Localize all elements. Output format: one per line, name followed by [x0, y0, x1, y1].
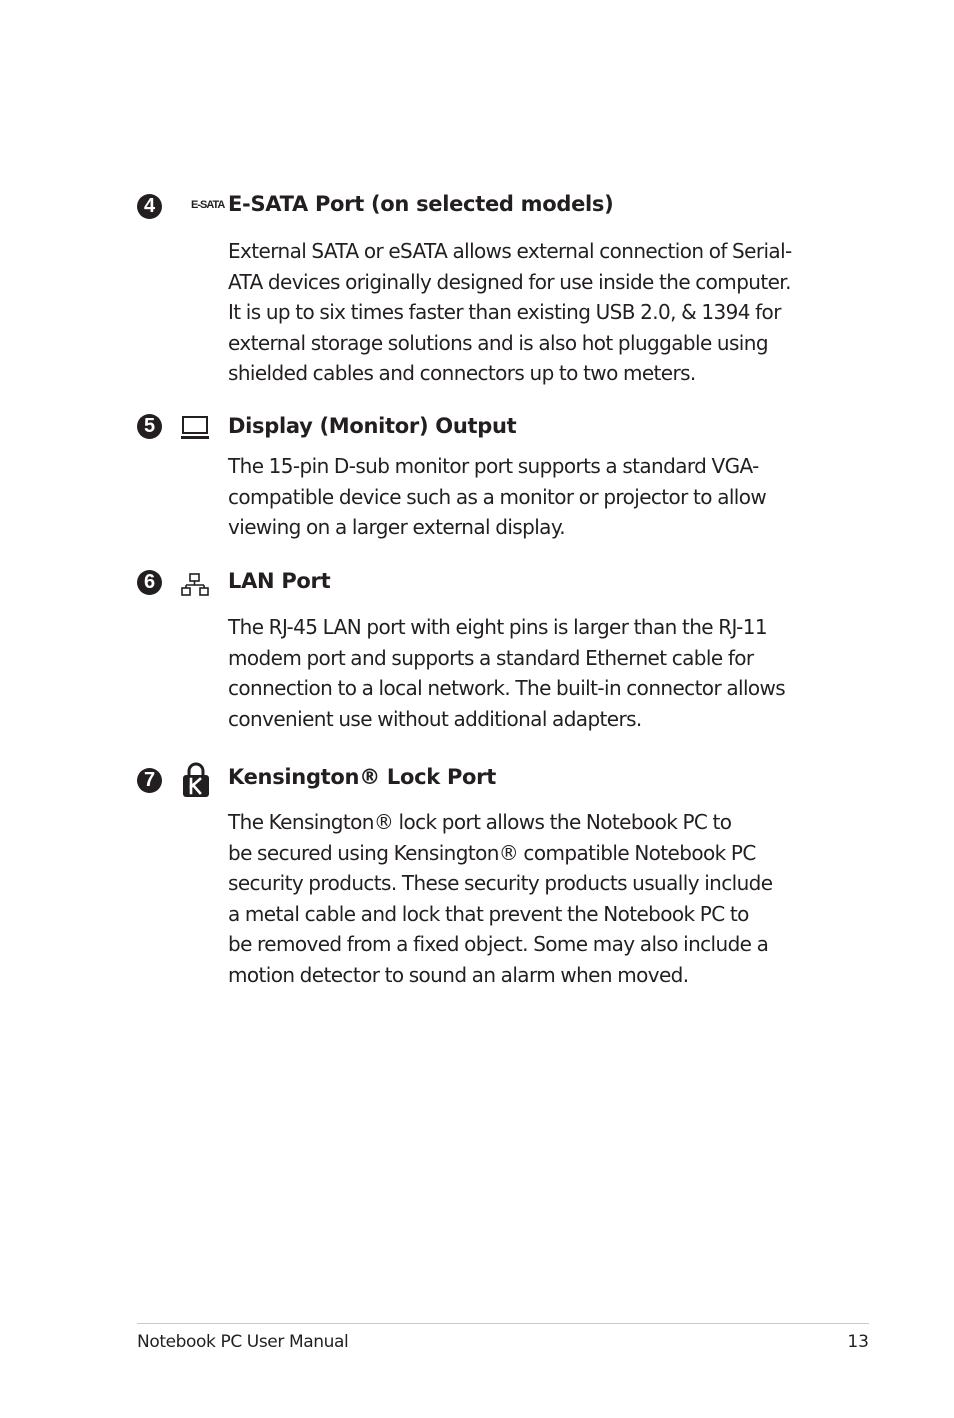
esata-port-title: E-SATA Port (on selected models): [228, 192, 614, 216]
callout-number-5: 5: [137, 414, 162, 439]
page-number: 13: [847, 1332, 869, 1352]
callout-number-4: 4: [137, 194, 162, 219]
display-output-description: The 15-pin D-sub monitor port supports a standard VGA- compatible device such as a monitor or projector to allow viewing on a larger external display.: [228, 454, 767, 539]
kensington-lock-title: Kensington® Lock Port: [228, 765, 496, 789]
footer-divider: [137, 1323, 869, 1324]
esata-icon: E-SATA: [191, 199, 225, 211]
monitor-icon: [180, 415, 210, 441]
kensington-lock-icon: [180, 761, 212, 799]
lan-port-title: LAN Port: [228, 569, 331, 593]
callout-number-7: 7: [137, 768, 162, 793]
kensington-lock-description: The Kensington® lock port allows the Notebook PC to be secured using Kensington® compatible Notebook PC security products. These security products usually include a metal cable and lock that prevent the Notebook PC to be removed from a fixed object. Some may also include a motion detector to sound an alarm when moved.: [228, 810, 773, 987]
lan-port-description: The RJ-45 LAN port with eight pins is larger than the RJ-11 modem port and supports a standard Ethernet cable for connection to a local network. The built-in connector allows convenient use without additional adapters.: [228, 615, 786, 731]
esata-port-description: External SATA or eSATA allows external connection of Serial- ATA devices originally designed for use inside the computer. It is up to six times faster than existing USB 2.0, & 1394 for external storage solutions and is also hot pluggable using shielded cables and connectors up to two meters.: [228, 239, 792, 385]
footer-manual-title: Notebook PC User Manual: [137, 1332, 349, 1352]
callout-number-6: 6: [137, 570, 162, 595]
display-output-title: Display (Monitor) Output: [228, 414, 517, 438]
network-icon: [180, 572, 210, 598]
